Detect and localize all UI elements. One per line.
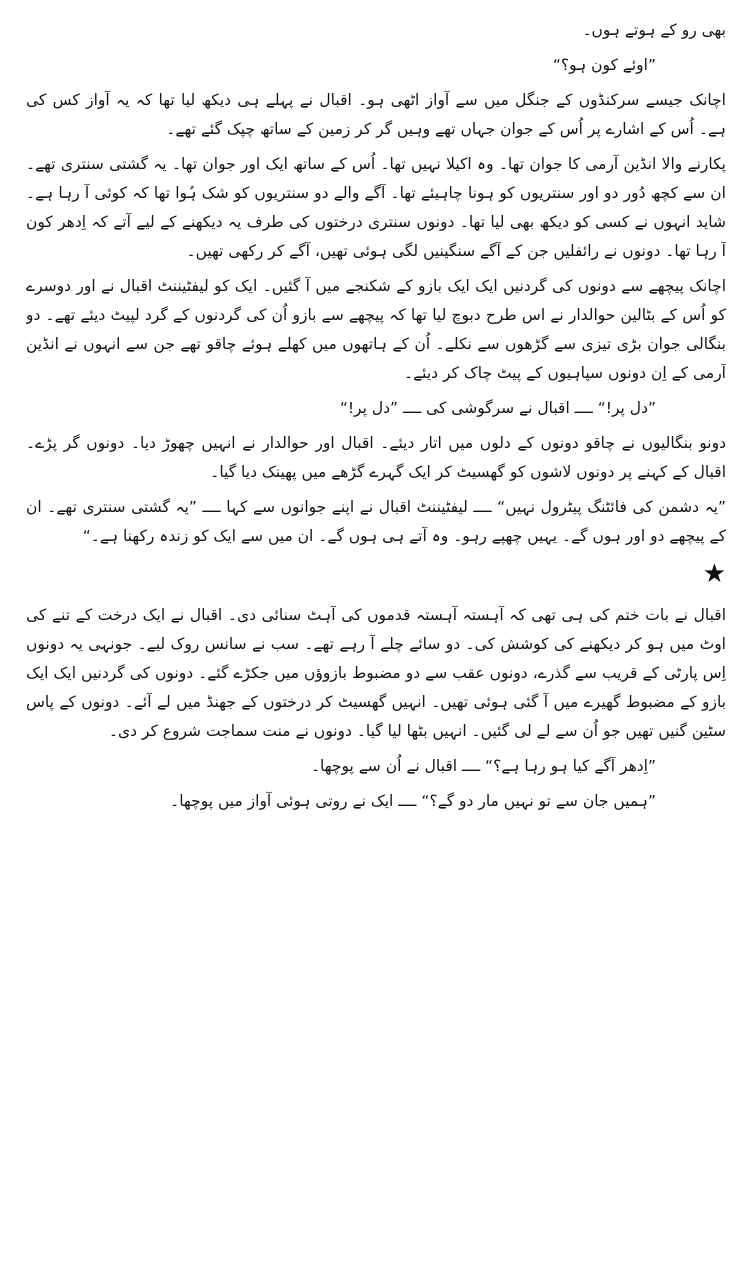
paragraph-3: اچانک جیسے سرکنڈوں کے جنگل میں سے آواز اٹھی ہو۔ اقبال نے پہلے ہی دیکھ لیا تھا کہ یہ آواز کس کی ہے۔ اُس کے اشارے پر اُس کے جوان جہاں تھے وہیں گر کر زمین کے ساتھ چپک گئے تھے۔	[26, 91, 726, 138]
paragraph-11-quote: ”ہمیں جان سے تو نہیں مار دو گے؟“ ــــ ایک نے روتی ہوئی آواز میں پوچھا۔	[170, 792, 656, 810]
paragraph-6-quote: ”دل پر!“ ــــ اقبال نے سرگوشی کی ــــ ”دل پر!“	[339, 399, 656, 417]
paragraph-2-quote: ”اوئے کون ہو؟“	[552, 56, 656, 74]
section-break-star-icon: ★	[702, 559, 726, 589]
paragraph-5: اچانک پیچھے سے دونوں کی گردنیں ایک ایک بازو کے شکنجے میں آ گئیں۔ ایک کو لیفٹیننٹ اقبال نے اور دوسرے کو اُس کے بٹالین حوالدار نے اس طرح دبوچ لیا تھا کہ پیچھے سے بازو اُن کی گردنوں کے گرد لپیٹ دیئے تھے۔ دو بنگالی جوان بڑی تیزی سے گڑھوں سے نکلے۔ اُن کے ہاتھوں میں کھلے ہوئے چاقو تھے جن سے انہوں نے انڈین آرمی کے اِن دونوں سپاہیوں کے پیٹ چاک کر دیئے۔	[26, 277, 726, 382]
paragraph-4: پکارنے والا انڈین آرمی کا جوان تھا۔ وہ اکیلا نہیں تھا۔ اُس کے ساتھ ایک اور جوان تھا۔ یہ گشتی سنتری تھے۔ ان سے کچھ دُور دو اور سنتریوں کو ہونا چاہیئے تھا۔ آگے والے دو سنتریوں کو شک ہُوا تھا کہ کوئی آ رہا ہے۔ شاید انہوں نے کسی کو دیکھ بھی لیا تھا۔ دونوں سنتری درختوں کی طرف یہ دیکھنے کے لیے آتے کہ اِدھر کون آ رہا تھا۔ دونوں نے رائفلیں جن کے آگے سنگینیں لگی ہوئی تھیں، آگے کر رکھی تھیں۔	[26, 155, 726, 260]
book-page	[26, 16, 726, 1266]
paragraph-1: بھی رو کے ہوتے ہوں۔	[582, 21, 726, 39]
paragraph-10-quote: ”اِدھر آگے کیا ہو رہا ہے؟“ ــــ اقبال نے اُن سے پوچھا۔	[310, 757, 656, 775]
paragraph-7: دونو بنگالیوں نے چاقو دونوں کے دلوں میں اتار دیئے۔ اقبال اور حوالدار نے انہیں چھوڑ دیا۔ دونوں گر پڑے۔ اقبال کے کہنے پر دونوں لاشوں کو گھسیٹ کر ایک گہرے گڑھے میں پھینک دیا گیا۔	[26, 434, 726, 481]
paragraph-9: اقبال نے بات ختم کی ہی تھی کہ آہستہ آہستہ قدموں کی آہٹ سنائی دی۔ اقبال نے ایک درخت کے تنے کی اوٹ میں ہو کر دیکھنے کی کوشش کی۔ دو سائے چلے آ رہے تھے۔ سب نے سانس روک لیے۔ جونہی یہ دونوں اِس پارٹی کے قریب سے گذرے، دونوں عقب سے دو مضبوط بازوؤں میں جکڑے گئے۔ دونوں کی گردنیں ایک ایک بازو کے مضبوط گھیرے میں آ گئی ہوئی تھیں۔ انہیں گھسیٹ کر درختوں کے جھنڈ میں لے آئے۔ دونوں کے پاس سٹین گنیں تھیں جو اُن سے لے لی گئیں۔ انہیں بٹھا لیا گیا۔ دونوں نے منت سماجت شروع کر دی۔	[26, 606, 726, 740]
paragraph-8: ”یہ دشمن کی فائٹنگ پیٹرول نہیں“ ــــ لیفٹیننٹ اقبال نے اپنے جوانوں سے کہا ــــ ”یہ گشتی سنتری تھے۔ ان کے پیچھے دو اور ہوں گے۔ یہیں چھپے رہو۔ وہ آتے ہی ہوں گے۔ ان میں سے ایک کو زندہ رکھنا ہے۔“	[26, 498, 726, 545]
